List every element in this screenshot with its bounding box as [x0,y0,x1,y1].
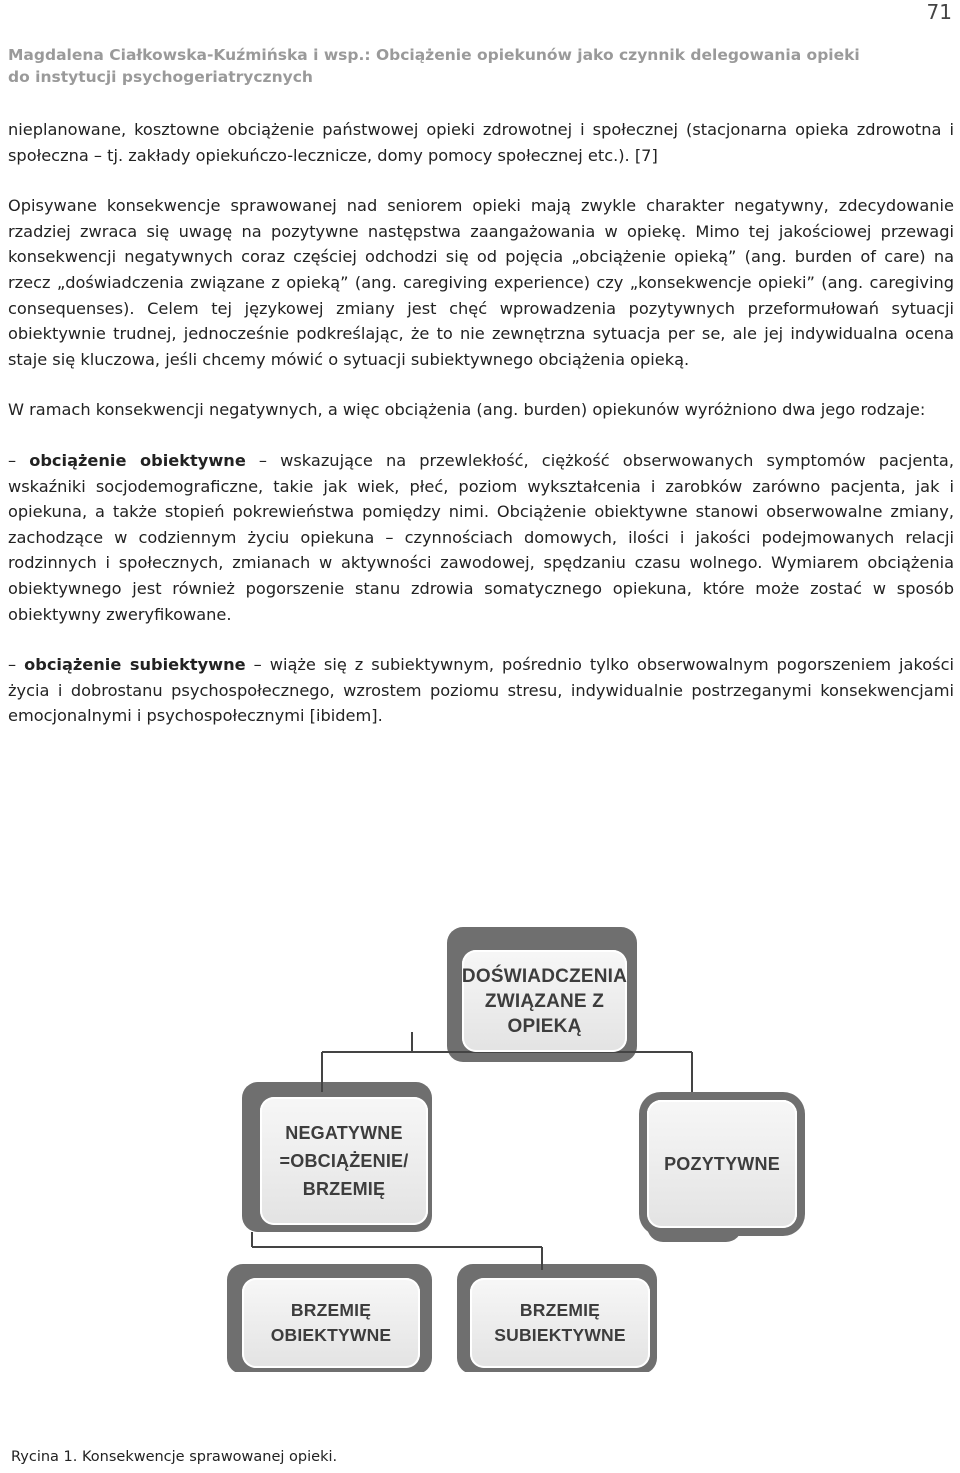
list-item-objective-burden [8,448,954,627]
paragraph-1: nieplanowane, kosztowne obciążenie państwowej opieki zdrowotnej i społecznej (stacjonarna opieka zdrowotna i społeczna – tj. zakłady opiekuńczo-lecznicze, domy pomocy społecznej etc.). [7] [8,120,954,165]
list-dash: – [8,450,30,470]
definition-subjective-burden: – wiąże się z subiektywnym, pośrednio tylko obserwowalnym pogorszeniem jakości życia i dobrostanu psychospołecznego, wzrostem poziomu stresu, indywidualnie postrzeganymi konsekwencjami emocjonalnymi i psychospołecznymi [ibidem]. [8,655,954,726]
term-objective-burden: obciążenie obiektywne [29,450,246,470]
subjective-node [470,1278,650,1368]
paragraph-2: Opisywane konsekwencje sprawowanej nad seniorem opieki mają zwykle charakter negatywny, zdecydowanie rzadziej zwraca się uwagę na pozytywne następstwa zaangażowania w opiekę. Mimo tej jakościowej przewagi konsekwencji negatywnych coraz częściej odchodzi się od pojęcia „obciążenie opieką” (ang. burden of care) na rzecz „doświadczenia związane z opieką” (ang. caregiving experience) czy „konsekwencje opieki” (ang. caregiving consequenses). Celem tej językowej zmiany jest chęć wprowadzenia pozytywnych przeformułowań sytuacji obiektywnie trudnej, jednocześnie podkreślając, że to nie zewnętrzna sytuacja per se, ale jej indywidualna ocena staje się kluczowa, jeśli chcemy mówić o sytuacji subiektywnego obciążenia opieką. [8,196,954,369]
article-body [8,117,954,754]
figure-caption: Rycina 1. Konsekwencje sprawowanej opieki. [11,1449,338,1465]
paragraph-3: W ramach konsekwencji negatywnych, a więc obciążenia (ang. burden) opiekunów wyróżniono dwa jego rodzaje: [8,400,926,420]
running-head [8,44,908,88]
term-subjective-burden: obciążenie subiektywne [24,655,246,675]
list-dash: – [8,655,25,675]
objective-node [242,1278,420,1368]
list-item-subjective-burden [8,652,954,729]
figure-consequences-diagram [222,922,780,1372]
subjective-node-label: BRZEMIĘ SUBIEKTYWNE [494,1300,626,1345]
root-node-label: DOŚWIADCZENIA ZWIĄZANE Z OPIEKĄ [461,965,628,1037]
positive-node-label: POZYTYWNE [664,1154,780,1174]
objective-node-label: BRZEMIĘ OBIEKTYWNE [270,1300,392,1345]
running-head-line-2: do instytucji psychogeriatrycznych [8,68,313,86]
running-head-line-1: Magdalena Ciałkowska-Kuźmińska i wsp.: Obciążenie opiekunów jako czynnik delegowania opieki [8,46,860,64]
page-number: 71 [926,0,952,24]
definition-objective-burden: – wskazujące na przewlekłość, ciężkość obserwowanych symptomów pacjenta, wskaźniki socjodemograficzne, takie jak wiek, płeć, poziom wykształcenia i zarobków zarówno pacjenta, jak i opiekuna, a także stopień pokrewieństwa pomiędzy nimi. Obciążenie obiektywne stanowi obserwowalne zmiany, zachodzące w codziennym życiu opiekuna – czynnościach domowych, ilości i jakości podejmowanych relacji rodzinnych i społecznych, zmianach w aktywności zawodowej, spędzaniu czasu wolnego. Wymiarem obciążenia obiektywnego jest również pogorszenie stanu zdrowia somatycznego opiekuna, które może zostać w sposób obiektywny zweryfikowane. [8,450,954,624]
root-node [462,950,627,1052]
negative-node [260,1097,428,1225]
negative-node-label: NEGATYWNE =OBCIĄŻENIE/ BRZEMIĘ [279,1123,409,1199]
positive-node [647,1100,797,1228]
